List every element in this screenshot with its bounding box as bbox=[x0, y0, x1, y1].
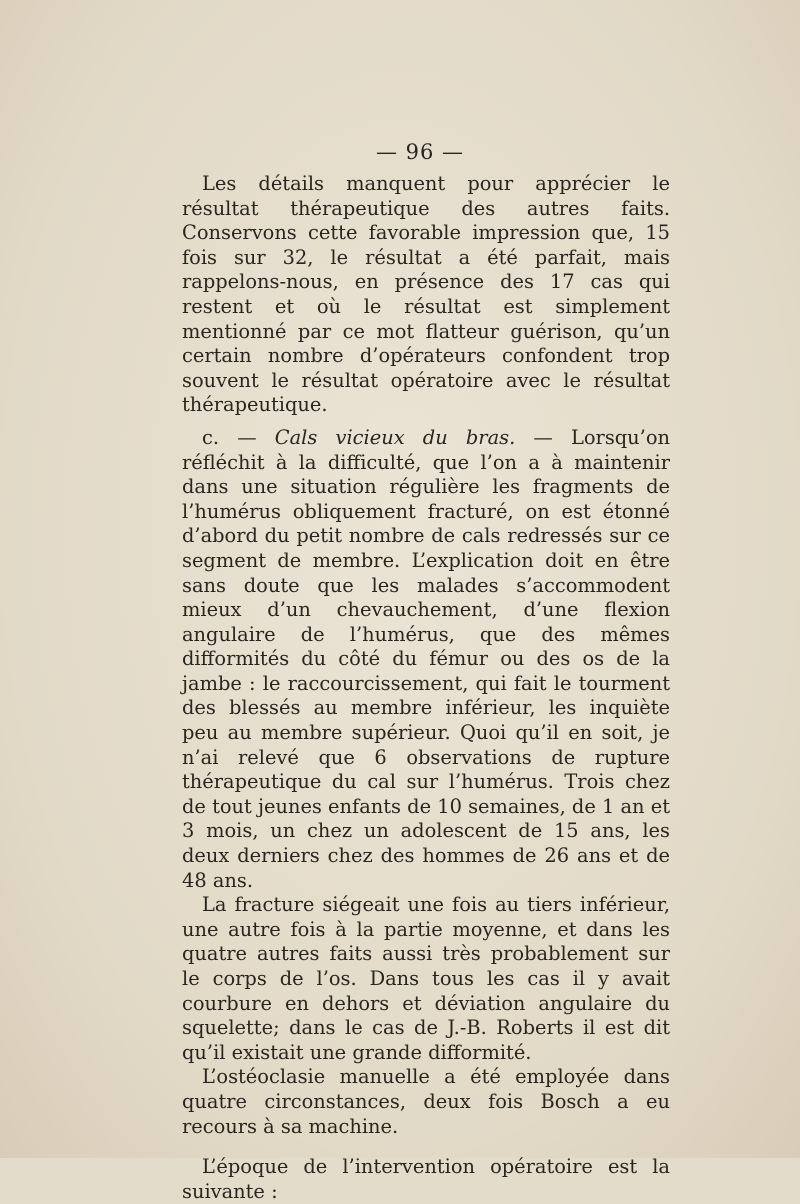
section-heading: Cals vicieux du bras. bbox=[274, 425, 516, 449]
paragraph-intervention-timing: L’époque de l’intervention opératoire est la suivante : bbox=[182, 1155, 670, 1203]
page-number: — 96 — bbox=[375, 140, 465, 164]
paragraph-text: — Lorsqu’on réfléchit à la difficulté, que l’on a à maintenir dans une situation régulière les fragments de l’humérus obliquement fracturé, on est étonné d’abord du petit nombre de cals redressés sur ce segment de membre. L’explication doit en être sans doute que les malades s’accommodent mieux d’un chevauchement, d’une flexion angulaire de l’humérus, que des mêmes difformités du côté du fémur ou des os de la jambe : le raccourcissement, qui fait le tourment des blessés au membre inférieur, les inquiète peu au membre supérieur. Quoi qu’il en soit, je n’ai relevé que 6 observations de rupture thérapeutique du cal sur l’humérus. Trois chez de tout jeunes enfants de 10 semaines, de 1 an et 3 mois, un chez un adolescent de 15 ans, les deux derniers chez des hommes de 26 ans et de 48 ans. bbox=[182, 425, 670, 892]
paragraph-therapeutic-result: Les détails manquent pour apprécier le résultat thérapeutique des autres faits. Conservons cette favorable impression que, 15 fois sur 32, le résultat a été parfait, mais rappelons-nous, en présence des 17 cas qui restent et où le résultat est simplement mentionné par ce mot flatteur guérison, qu’un certain nombre d’opérateurs confondent trop souvent le résultat opératoire avec le résultat thérapeutique. bbox=[182, 172, 670, 417]
paragraph-osteoclasis: L’ostéoclasie manuelle a été employée dans quatre circonstances, deux fois Bosch a eu recours à sa machine. bbox=[182, 1065, 670, 1138]
section-marker: c. — bbox=[202, 425, 275, 449]
paragraph-vicious-calluses bbox=[182, 426, 670, 893]
paragraph-fracture-site: La fracture siégeait une fois au tiers inférieur, une autre fois à la partie moyenne, et dans les quatre autres faits aussi très probablement sur le corps de l’os. Dans tous les cas il y avait courbure en dehors et déviation angulaire du squelette; dans le cas de J.-B. Roberts il est dit qu’il existait une grande difformité. bbox=[182, 893, 670, 1064]
body-text bbox=[182, 172, 670, 1204]
